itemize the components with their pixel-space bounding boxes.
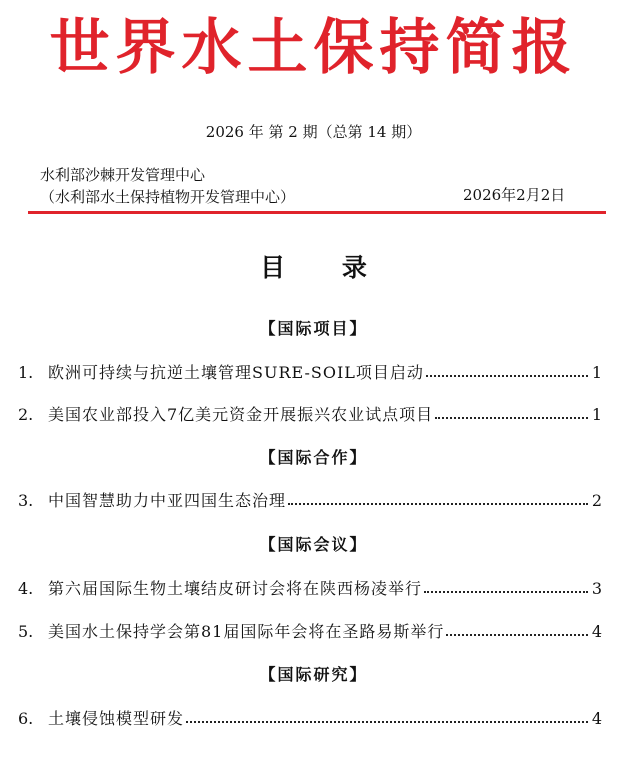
issue-line: 2026 年 第 2 期（总第 14 期） [205,123,422,141]
toc-entry[interactable] [18,489,602,513]
toc-entry-title: 第六届国际生物土壤结皮研讨会将在陕西杨凌举行 [48,579,423,598]
toc-entry-page: 2 [591,491,602,510]
toc-entry-title: 中国智慧助力中亚四国生态治理 [48,491,287,510]
toc-entry-page: 4 [591,709,602,728]
toc-entry[interactable] [18,577,602,601]
toc-entry-title: 土壤侵蚀模型研发 [48,709,185,728]
toc-title: 目 录 [260,253,391,282]
toc-leader-dots [288,491,588,505]
toc-entry-page: 3 [591,579,602,598]
toc-entry-number: 4. [18,579,34,598]
publisher-name: 水利部沙棘开发管理中心 [40,166,206,184]
toc-entry-page: 1 [591,363,602,382]
toc-entry-number: 6. [18,709,34,728]
issue-date: 2026年2月2日 [463,186,566,204]
toc-section-heading: 【国际研究】 [259,665,368,684]
toc-leader-dots [446,622,588,636]
header-divider [28,211,606,214]
toc-entry-page: 1 [591,405,602,424]
toc-entry-title: 美国水土保持学会第81届国际年会将在圣路易斯举行 [48,622,445,641]
toc-leader-dots [424,579,588,593]
toc-entry-number: 2. [18,405,34,424]
toc-entry-number: 1. [18,363,34,382]
toc-entry[interactable] [18,361,602,385]
publisher-subname: （水利部水土保持植物开发管理中心） [40,188,296,206]
toc-leader-dots [186,709,588,723]
toc-entry-number: 3. [18,491,34,510]
toc-section-heading: 【国际合作】 [259,448,368,467]
toc-leader-dots [426,363,588,377]
toc-section-heading: 【国际会议】 [259,535,368,554]
toc-entry-number: 5. [18,622,34,641]
toc-entry[interactable] [18,620,602,644]
publisher-block [40,164,295,208]
toc-section-heading: 【国际项目】 [259,319,368,338]
toc-entry-title: 美国农业部投入7亿美元资金开展振兴农业试点项目 [48,405,434,424]
toc-entry[interactable] [18,707,602,731]
toc-entry[interactable] [18,403,602,427]
toc-leader-dots [435,405,588,419]
toc-entry-title: 欧洲可持续与抗逆土壤管理SURE-SOIL项目启动 [48,363,424,382]
masthead-title: 世界水土保持简报 [49,13,578,83]
toc-entry-page: 4 [591,622,602,641]
